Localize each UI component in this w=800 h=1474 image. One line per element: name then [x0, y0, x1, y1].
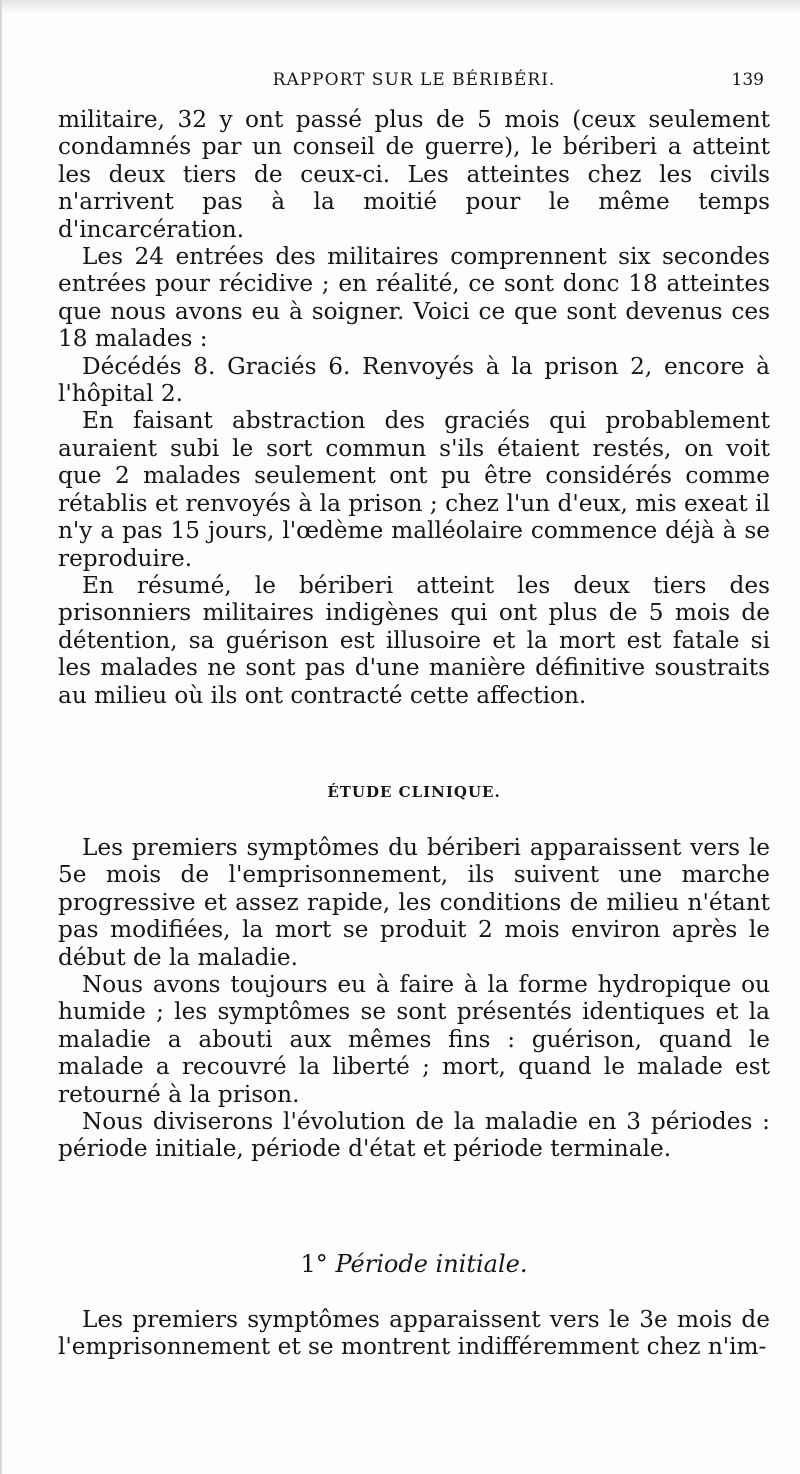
- paragraph: Décédés 8. Graciés 6. Renvoyés à la prison 2, encore à l'hôpital 2.: [58, 352, 770, 408]
- page-number: 139: [731, 70, 764, 90]
- subheading-number: 1°: [300, 1250, 328, 1278]
- body-text-middle: [58, 834, 770, 1163]
- paragraph: En résumé, le bériberi atteint les deux tiers des prisonniers militaires indigènes qui ont plus de 5 mois de détention, sa guérison est illusoire et la mort est fatale si les malades ne sont pas d'une manière définitive soustraits au milieu où ils ont contracté cette affection.: [58, 571, 770, 709]
- subheading-title: Période initiale.: [335, 1250, 528, 1278]
- paragraph: Les premiers symptômes apparaissent vers le 3e mois de l'emprisonnement et se montrent indifféremment chez n'im-: [58, 1306, 770, 1361]
- body-text-top: [58, 106, 770, 709]
- section-heading: ÉTUDE CLINIQUE.: [327, 783, 501, 801]
- running-title: RAPPORT SUR LE BÉRIBÉRI.: [272, 70, 556, 90]
- page-header: [58, 70, 770, 96]
- body-text-bottom: [58, 1306, 770, 1361]
- paragraph: Les 24 entrées des militaires comprennent six secondes entrées pour récidive ; en réalité, ce sont donc 18 atteintes que nous avons eu à soigner. Voici ce que sont devenus ces 18 malades :: [58, 243, 770, 353]
- paragraph: Nous diviserons l'évolution de la maladie en 3 périodes : période initiale, période d'état et période terminale.: [58, 1108, 770, 1163]
- subheading: [58, 1250, 770, 1278]
- paragraph: En faisant abstraction des graciés qui probablement auraient subi le sort commun s'ils étaient restés, on voit que 2 malades seulement ont pu être considérés comme rétablis et renvoyés à la prison ; chez l'un d'eux, mis exeat il n'y a pas 15 jours, l'œdème malléolaire commence déjà à se reproduire.: [58, 407, 770, 572]
- paragraph: militaire, 32 y ont passé plus de 5 mois (ceux seulement condamnés par un conseil de guerre), le bériberi a atteint les deux tiers de ceux-ci. Les atteintes chez les civils n'arrivent pas à la moitié pour le même temps d'incarcération.: [58, 106, 770, 243]
- paragraph: Les premiers symptômes du bériberi apparaissent vers le 5e mois de l'emprisonnement, ils suivent une marche progressive et assez rapide, les conditions de milieu n'étant pas modifiées, la mort se produit 2 mois environ après le début de la maladie.: [58, 834, 770, 971]
- paragraph: Nous avons toujours eu à faire à la forme hydropique ou humide ; les symptômes se sont présentés identiques et la maladie a abouti aux mêmes fins : guérison, quand le malade a recouvré la liberté ; mort, quand le malade est retourné à la prison.: [58, 971, 770, 1108]
- page-top-shadow: [2, 0, 800, 14]
